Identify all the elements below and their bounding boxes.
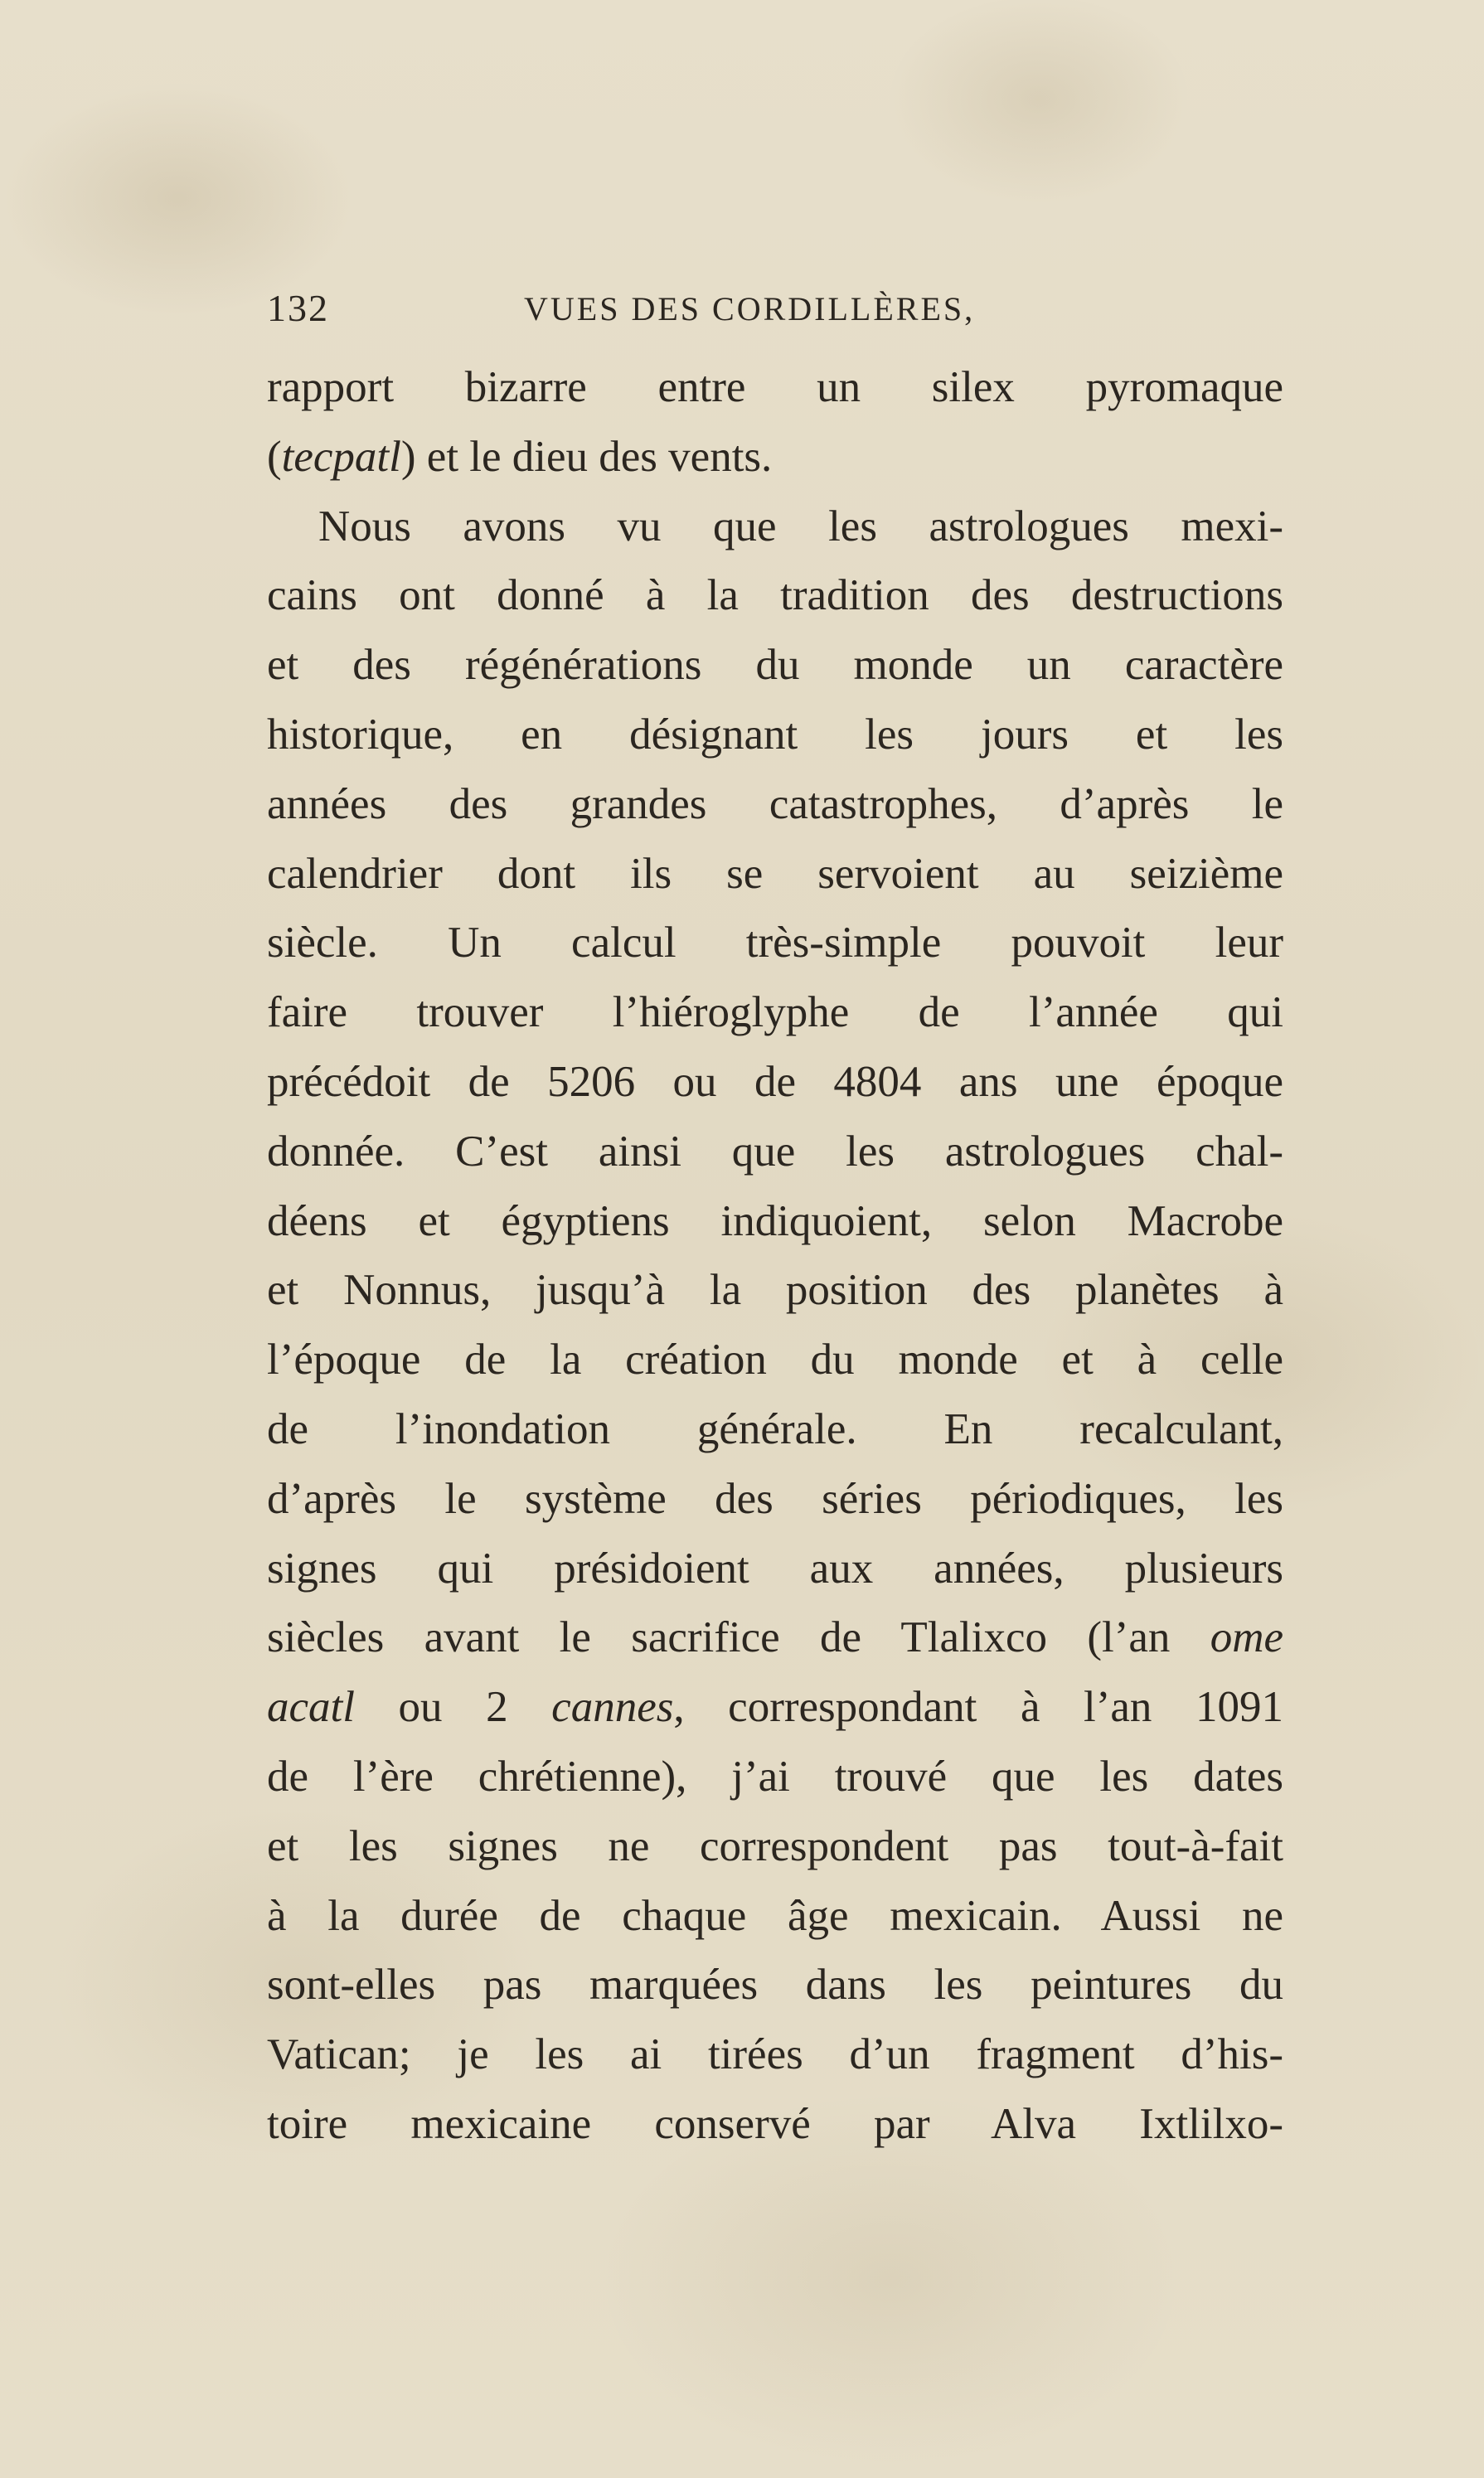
page-header — [267, 286, 1295, 344]
text-line: donnée. C’est ainsi que les astrologues chal- — [267, 1127, 1283, 1176]
text-line: Nous avons vu que les astrologues mexi- — [318, 502, 1283, 550]
body-text — [267, 353, 1283, 2160]
text-line: (tecpatl) et le dieu des vents. — [267, 432, 773, 481]
text-line: siècle. Un calcul très-simple pouvoit leur — [267, 919, 1283, 967]
text-line: signes qui présidoient aux années, plusieurs — [267, 1544, 1283, 1593]
text-line: déens et égyptiens indiquoient, selon Macrobe — [267, 1196, 1283, 1245]
text-line: rapport bizarre entre un silex pyromaque — [267, 363, 1283, 411]
text-line: acatl ou 2 cannes, correspondant à l’an 1091 — [267, 1683, 1283, 1732]
running-head: VUES DES CORDILLÈRES, — [524, 290, 976, 327]
text-line: à la durée de chaque âge mexicain. Aussi ne — [267, 1891, 1283, 1940]
text-line: toire mexicaine conservé par Alva Ixtlilxo- — [267, 2099, 1283, 2148]
text-line: d’après le système des séries périodiques, les — [267, 1474, 1283, 1523]
italic-word: acatl — [267, 1683, 355, 1732]
text-line: siècles avant le sacrifice de Tlalixco (l’an ome — [267, 1613, 1283, 1662]
page-number: 132 — [267, 287, 329, 329]
text-line: de l’ère chrétienne), j’ai trouvé que les dates — [267, 1752, 1283, 1801]
text-line: cains ont donné à la tradition des destructions — [267, 571, 1283, 620]
text-line: années des grandes catastrophes, d’après le — [267, 779, 1283, 828]
text-line: précédoit de 5206 ou de 4804 ans une époque — [267, 1057, 1283, 1106]
text-line: et les signes ne correspondent pas tout-à-fait — [267, 1821, 1283, 1870]
italic-word: ome — [1210, 1613, 1283, 1662]
text-line: faire trouver l’hiéroglyphe de l’année qui — [267, 988, 1283, 1037]
text-line: et des régénérations du monde un caractère — [267, 641, 1283, 690]
text-line: de l’inondation générale. En recalculant, — [267, 1404, 1283, 1453]
italic-word: cannes — [551, 1683, 674, 1732]
text-line: historique, en désignant les jours et les — [267, 710, 1283, 759]
text-line: Vatican; je les ai tirées d’un fragment d’his- — [267, 2030, 1283, 2079]
text-line: et Nonnus, jusqu’à la position des planètes à — [267, 1266, 1283, 1315]
text-line: sont-elles pas marquées dans les peintures du — [267, 1961, 1283, 2010]
text-line: calendrier dont ils se servoient au seizième — [267, 849, 1283, 898]
italic-word: tecpatl — [281, 432, 401, 481]
text-line: l’époque de la création du monde et à celle — [267, 1336, 1283, 1384]
